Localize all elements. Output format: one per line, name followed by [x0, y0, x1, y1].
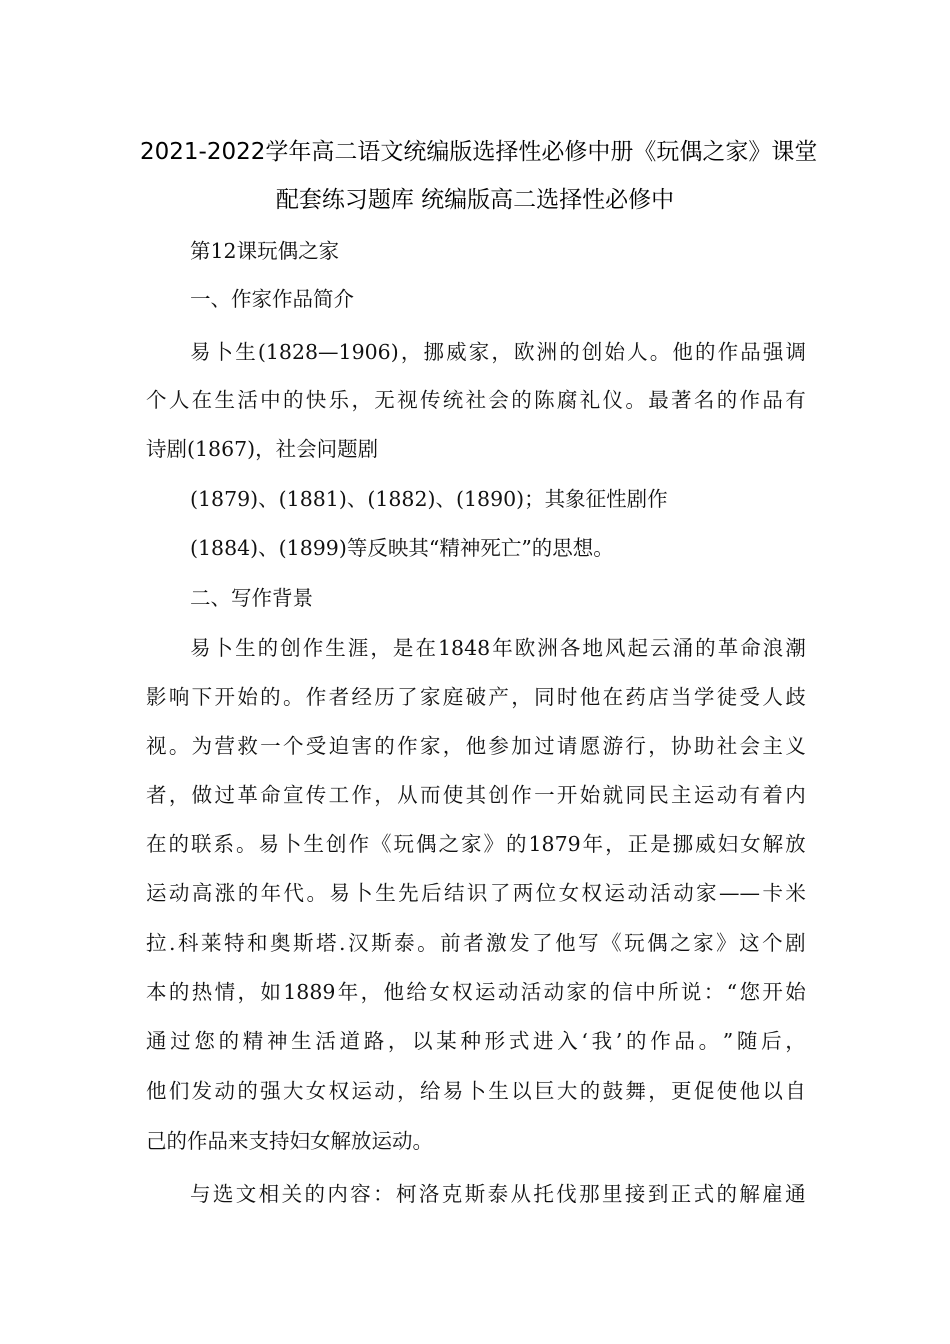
body-line: 己的作品来支持妇女解放运动。: [146, 1129, 433, 1153]
body-line: 诗剧(1867)，社会问题剧: [146, 437, 379, 461]
document-title-line-2: 配套练习题库 统编版高二选择性必修中: [275, 187, 675, 213]
body-line: (1884)、(1899)等反映其“精神死亡”的思想。: [190, 536, 614, 560]
body-line: 与 选 文 相 关 的 内 容 ： 柯 洛 克 斯 泰 从 托 伐 那 里 接 到 正 式 的 解 雇 通: [190, 1182, 806, 1206]
body-line: 通 过 您 的 精 神 生 活 道 路 ， 以 某 种 形 式 进 入 ‘ 我 ’ 的 作 品 。 ” 随 后 ，: [146, 1029, 806, 1053]
body-line: 二、写作背景: [190, 586, 313, 610]
body-line: 易 卜 生 的 创 作 生 涯 ， 是 在 1848 年 欧 洲 各 地 风 起 云 涌 的 革 命 浪 潮: [190, 636, 806, 660]
body-line: 他 们 发 动 的 强 大 女 权 运 动 ， 给 易 卜 生 以 巨 大 的 鼓 舞 ， 更 促 使 他 以 自: [146, 1079, 806, 1103]
document-title-line-1: 2021-2022学年高二语文统编版选择性必修中册《玩偶之家》课堂: [140, 139, 818, 165]
body-line: 本 的 热 情 ， 如 1889 年 ， 他 给 女 权 运 动 活 动 家 的 信 中 所 说 ： “ 您 开 始: [146, 980, 806, 1004]
body-line: 者 ， 做 过 革 命 宣 传 工 作 ， 从 而 使 其 创 作 一 开 始 就 同 民 主 运 动 有 着 内: [146, 783, 806, 807]
body-line: 影 响 下 开 始 的 。 作 者 经 历 了 家 庭 破 产 ， 同 时 他 在 药 店 当 学 徒 受 人 歧: [146, 685, 806, 709]
body-line: 视 。 为 营 救 一 个 受 迫 害 的 作 家 ， 他 参 加 过 请 愿 游 行 ， 协 助 社 会 主 义: [146, 734, 806, 758]
body-line: 拉 . 科 莱 特 和 奥 斯 塔 . 汉 斯 泰 。 前 者 激 发 了 他 写 《 玩 偶 之 家 》 这 个 剧: [146, 931, 806, 955]
body-line: 一、作家作品简介: [190, 287, 354, 311]
body-line: 第12课玩偶之家: [190, 239, 340, 263]
body-line: 个 人 在 生 活 中 的 快 乐 ， 无 视 传 统 社 会 的 陈 腐 礼 仪 。 最 著 名 的 作 品 有: [146, 388, 806, 412]
body-line: (1879)、(1881)、(1882)、(1890)；其象征性剧作: [190, 487, 668, 511]
body-line: 易 卜 生 (1828—1906) ， 挪 威 家 ， 欧 洲 的 创 始 人 。 他 的 作 品 强 调: [190, 340, 806, 364]
body-line: 运 动 高 涨 的 年 代 。 易 卜 生 先 后 结 识 了 两 位 女 权 运 动 活 动 家 —— 卡 米: [146, 881, 806, 905]
body-line: 在 的 联 系 。 易 卜 生 创 作 《 玩 偶 之 家 》 的 1879 年 ， 正 是 挪 威 妇 女 解 放: [146, 832, 806, 856]
